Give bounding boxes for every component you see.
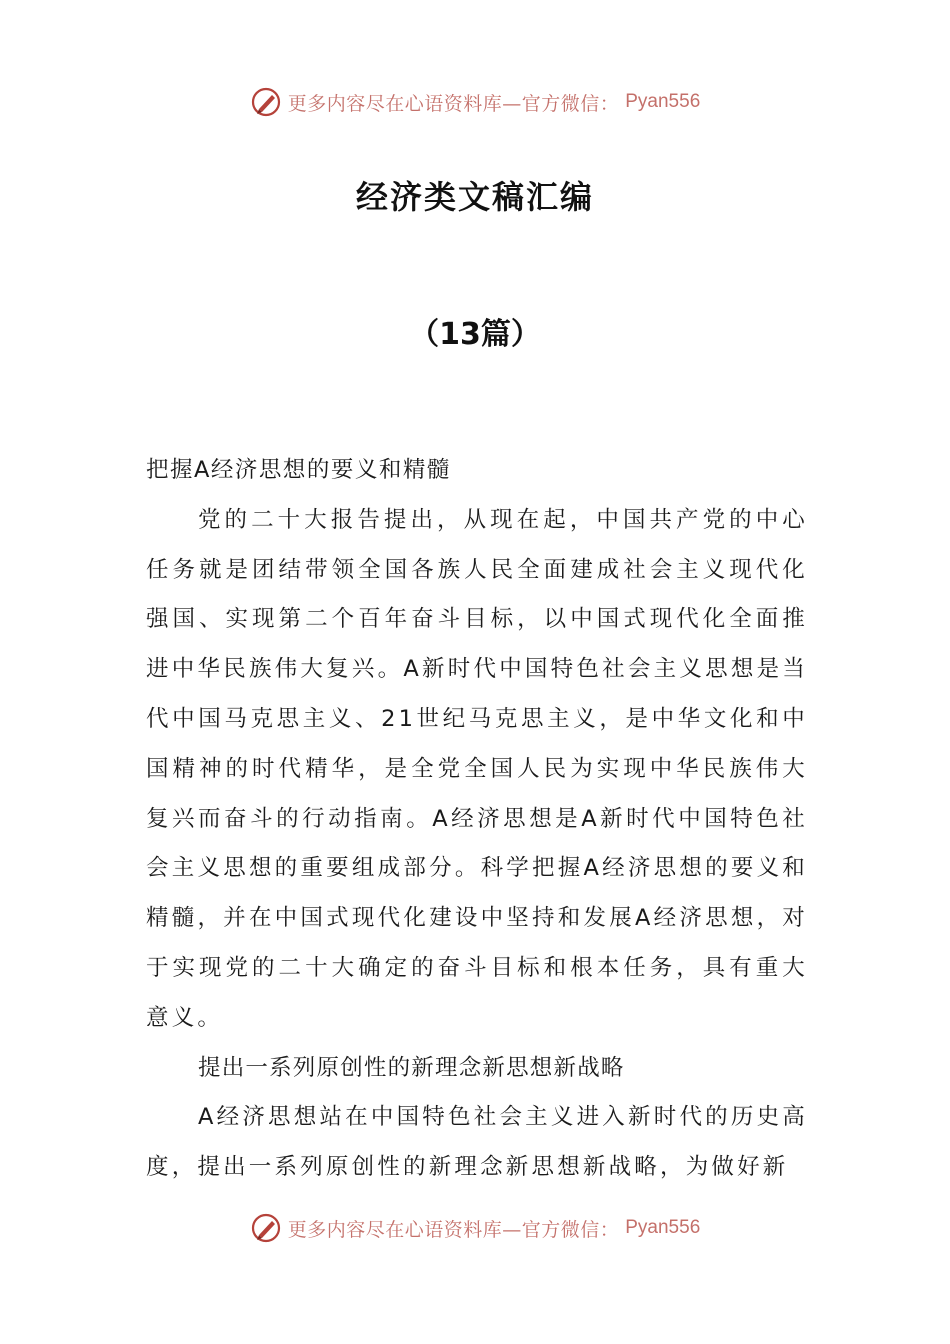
paragraph: 党的二十大报告提出，从现在起，中国共产党的中心任务就是团结带领全国各族人民全面建成社会主义现代化强国、实现第二个百年奋斗目标，以中国式现代化全面推进中华民族伟大复兴。A新时代中国特色社会主义思想是当代中国马克思主义、21世纪马克思主义，是中华文化和中国精神的时代精华，是全党全国人民为实现中华民族伟大复兴而奋斗的行动指南。A经济思想是A新时代中国特色社会主义思想的重要组成部分。科学把握A经济思想的要义和精髓，并在中国式现代化建设中坚持和发展A经济思想，对于实现党的二十大确定的奋斗目标和根本任务，具有重大意义。 (146, 506, 808, 1031)
watermark-footer (0, 1212, 950, 1244)
document-title: 经济类文稿汇编 (355, 178, 594, 216)
paragraph: A经济思想站在中国特色社会主义进入新时代的历史高度，提出一系列原创性的新理念新思想新战略，为做好新 (146, 1104, 808, 1181)
watermark-text: 更多内容尽在心语资料库—官方微信： (287, 92, 620, 115)
article-heading: 把握A经济思想的要义和精髓 (146, 457, 451, 483)
section-heading: 提出一系列原创性的新理念新思想新战略 (198, 1054, 625, 1081)
watermark-text: 更多内容尽在心语资料库—官方微信： (287, 1218, 620, 1241)
watermark-wechat-id: Pyan556 (625, 91, 701, 112)
pen-logo-icon (250, 1212, 282, 1244)
pen-logo-icon (250, 86, 282, 118)
document-body (146, 446, 808, 1193)
watermark-header (0, 86, 950, 118)
watermark-wechat-id: Pyan556 (625, 1217, 701, 1238)
document-subtitle: （13篇） (409, 317, 541, 352)
